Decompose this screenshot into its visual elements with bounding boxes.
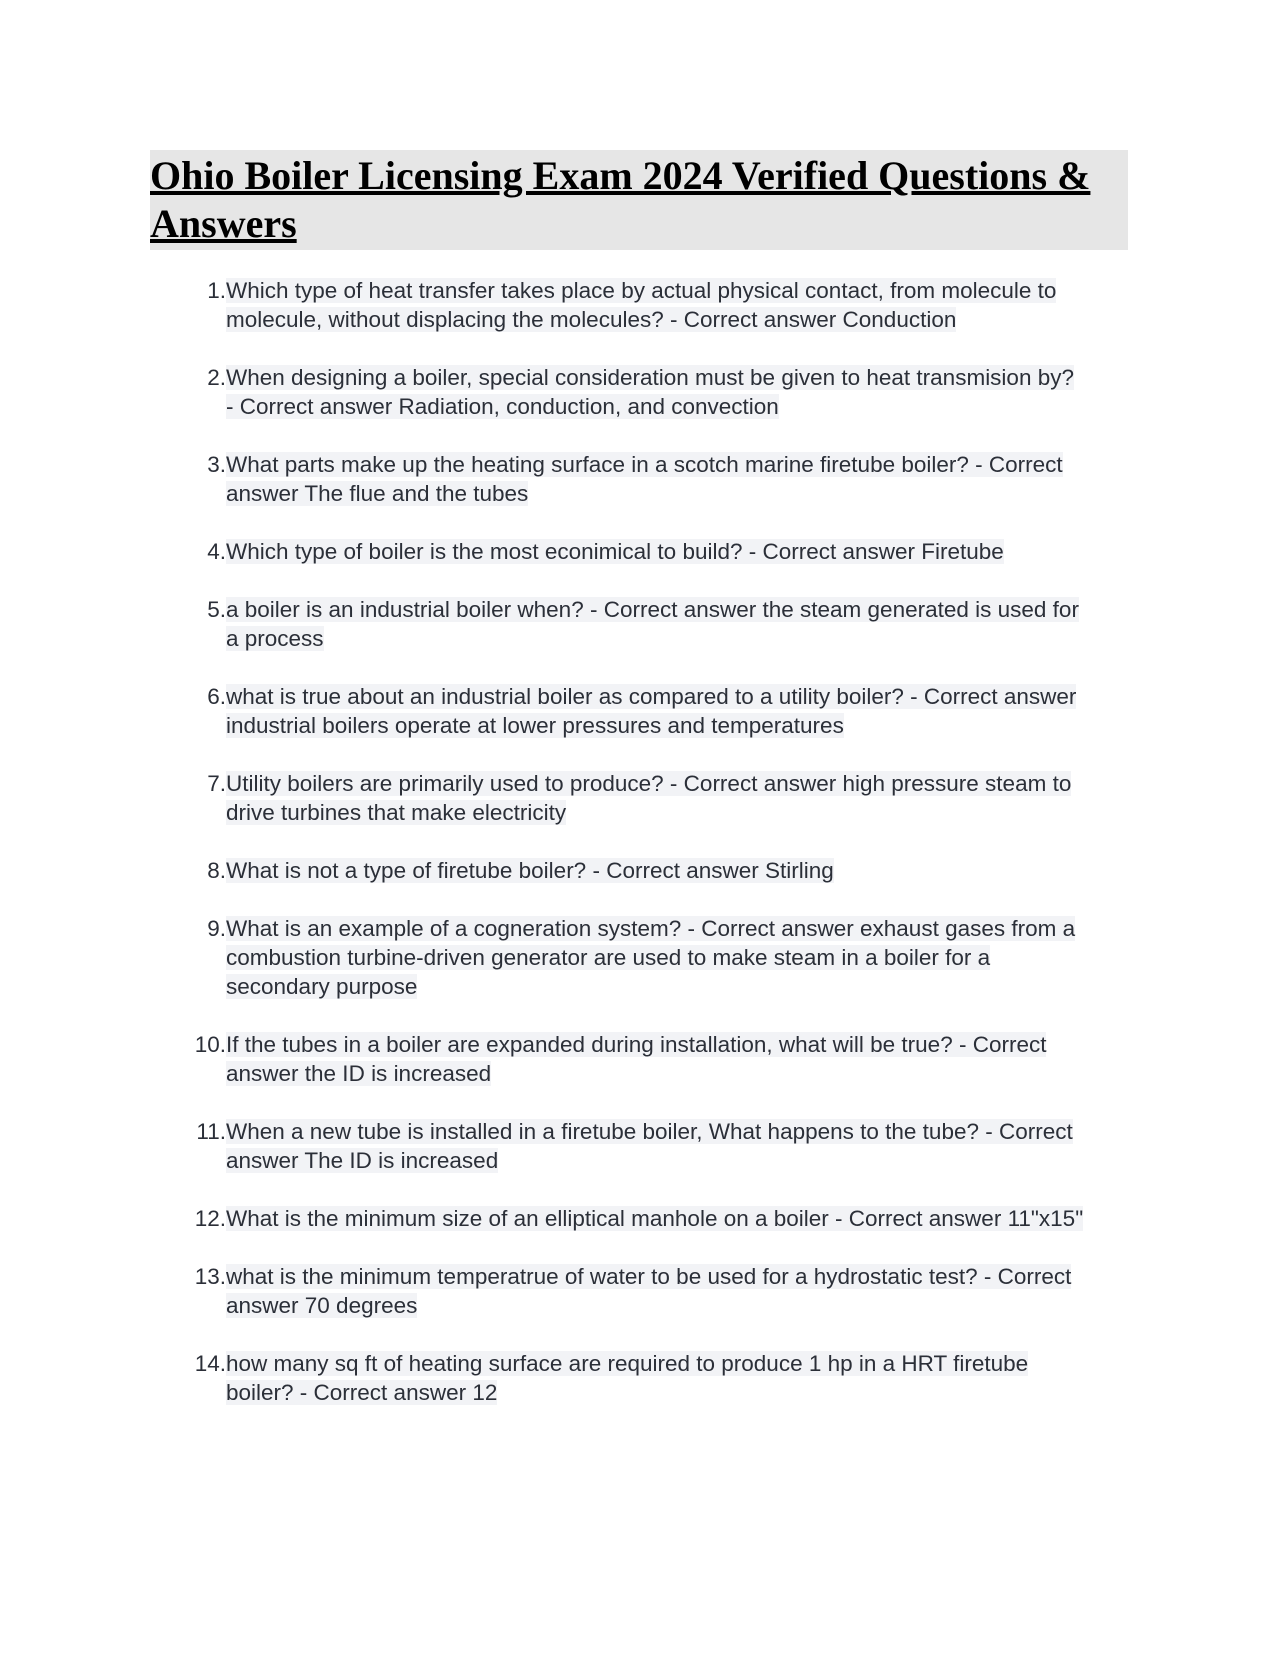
item-number: 11. [196,1119,226,1144]
list-item [150,1349,1128,1407]
item-text-wrap [226,1349,1084,1407]
item-text: When designing a boiler, special consideration must be given to heat transmision by? - Correct answer Radiation, conduction, and convection [226,365,1074,419]
list-item [150,769,1128,827]
item-text: What parts make up the heating surface in a scotch marine firetube boiler? - Correct answer The flue and the tubes [226,452,1063,506]
item-text: If the tubes in a boiler are expanded during installation, what will be true? - Correct answer the ID is increased [226,1032,1047,1086]
item-text-wrap [226,914,1084,1001]
qa-list [150,276,1128,1407]
item-number: 10. [194,1032,226,1057]
item-text: how many sq ft of heating surface are required to produce 1 hp in a HRT firetube boiler? - Correct answer 12 [226,1351,1029,1405]
list-item [150,276,1128,334]
list-item [150,450,1128,508]
list-item [150,682,1128,740]
item-text-wrap [226,1030,1084,1088]
item-text-wrap [226,769,1084,827]
list-item [150,1262,1128,1320]
list-item [150,1204,1128,1233]
item-number: 13. [194,1264,226,1289]
list-item [150,537,1128,566]
item-number: 3. [207,452,226,477]
item-number: 8. [207,858,226,883]
item-number: 14. [194,1351,226,1376]
item-text-wrap [226,1204,1084,1233]
list-item [150,595,1128,653]
item-text: What is the minimum size of an elliptical manhole on a boiler - Correct answer 11"x15" [226,1206,1084,1231]
item-number: 7. [207,771,226,796]
item-text-wrap [226,856,1084,885]
item-text: what is the minimum temperatrue of water to be used for a hydrostatic test? - Correct answer 70 degrees [226,1264,1072,1318]
item-number: 1. [207,278,226,303]
item-text: Which type of heat transfer takes place by actual physical contact, from molecule to molecule, without displacing the molecules? - Correct answer Conduction [226,278,1057,332]
item-text-wrap [226,595,1084,653]
item-number: 9. [207,916,226,941]
item-text: What is an example of a cogneration system? - Correct answer exhaust gases from a combustion turbine-driven generator are used to make steam in a boiler for a secondary purpose [226,916,1076,999]
item-text-wrap [226,450,1084,508]
list-item [150,856,1128,885]
list-item [150,1117,1128,1175]
item-text-wrap [226,276,1084,334]
list-item [150,363,1128,421]
item-text-wrap [226,537,1084,566]
item-text: Which type of boiler is the most econimical to build? - Correct answer Firetube [226,539,1004,564]
item-text: What is not a type of firetube boiler? - Correct answer Stirling [226,858,834,883]
item-text: When a new tube is installed in a firetube boiler, What happens to the tube? - Correct answer The ID is increased [226,1119,1073,1173]
list-item [150,1030,1128,1088]
item-text-wrap [226,1262,1084,1320]
title-block [150,150,1128,250]
item-number: 2. [207,365,226,390]
item-number: 6. [207,684,226,709]
item-text: Utility boilers are primarily used to produce? - Correct answer high pressure steam to drive turbines that make electricity [226,771,1072,825]
item-number: 5. [207,597,226,622]
item-number: 12. [194,1206,226,1231]
item-text-wrap [226,363,1084,421]
list-item [150,914,1128,1001]
item-text-wrap [226,682,1084,740]
item-number: 4. [207,539,226,564]
item-text: a boiler is an industrial boiler when? - Correct answer the steam generated is used for a process [226,597,1079,651]
document-page [150,150,1128,1436]
item-text-wrap [226,1117,1084,1175]
document-title: Ohio Boiler Licensing Exam 2024 Verified Questions & Answers [150,153,1091,246]
item-text: what is true about an industrial boiler as compared to a utility boiler? - Correct answer industrial boilers operate at lower pressures and temperatures [226,684,1077,738]
